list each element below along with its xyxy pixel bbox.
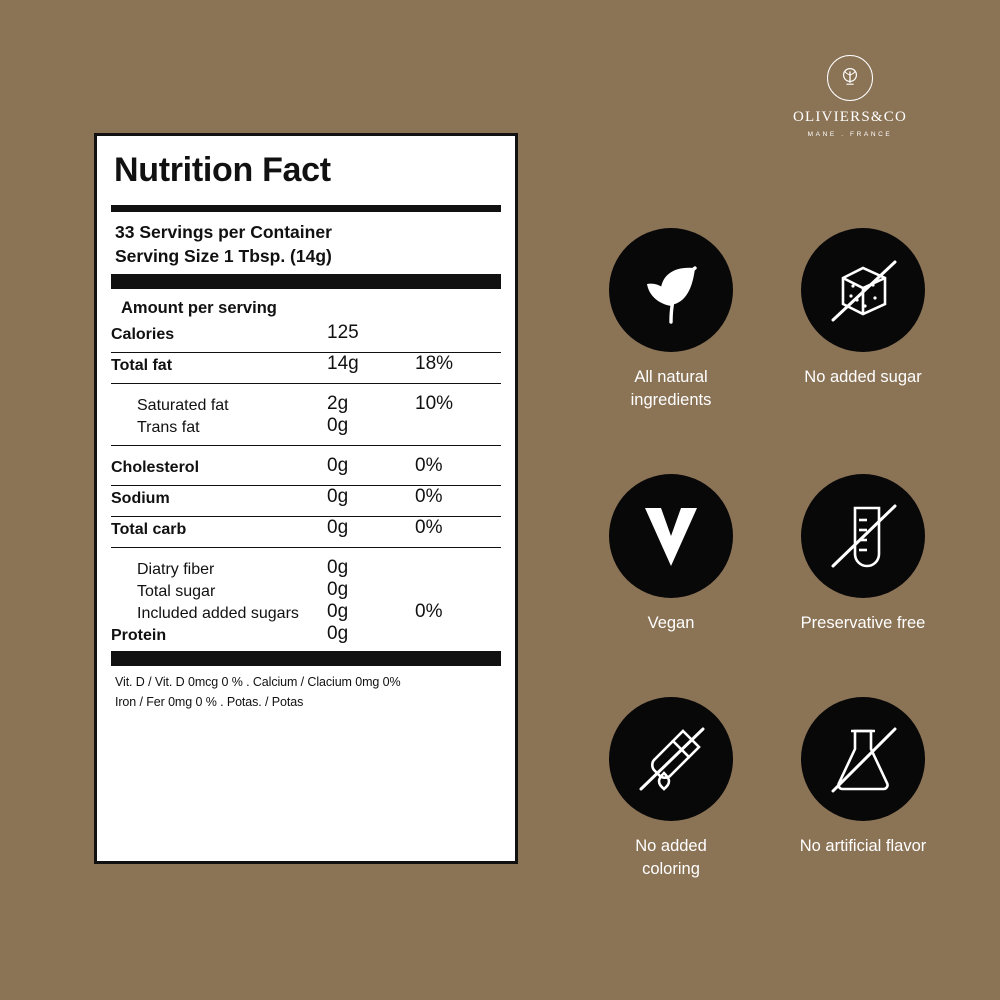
- table-row: [111, 415, 501, 437]
- badge-all-natural-ingredients: [575, 228, 767, 412]
- leaf-icon: [609, 228, 733, 352]
- nutrient-dv: 0%: [415, 486, 443, 508]
- nutrient-label: Trans fat: [137, 419, 200, 437]
- nutrient-dv: [415, 557, 501, 579]
- table-row: [111, 517, 501, 540]
- nutrient-label: Saturated fat: [137, 397, 229, 415]
- nutrition-table: [111, 322, 501, 645]
- nutrient-amount: 125: [327, 322, 359, 344]
- serving-size: Serving Size 1 Tbsp. (14g): [115, 246, 332, 267]
- nutrient-amount: 0g: [327, 601, 349, 623]
- row-spacer: [575, 635, 965, 697]
- nutrient-dv: [415, 415, 501, 437]
- nutrient-dv: 0%: [415, 517, 443, 539]
- nutrient-dv: 10%: [415, 393, 454, 415]
- nutrient-label: Protein: [111, 627, 167, 645]
- table-row: [111, 579, 501, 601]
- brand-logo: [785, 55, 915, 138]
- nutrient-amount: 0g: [327, 415, 349, 437]
- row-spacer: [575, 412, 965, 474]
- olive-tree-icon: [827, 55, 873, 101]
- nutrient-label: Calories: [111, 326, 175, 344]
- nutrient-amount: 0g: [327, 486, 349, 508]
- footnote-line-1: Vit. D / Vit. D 0mcg 0 % . Calcium / Clacium 0mg 0%: [115, 675, 401, 690]
- badge-label: No artificial flavor: [799, 837, 927, 856]
- nutrient-amount: 0g: [327, 623, 349, 645]
- no-flask-icon: [801, 697, 925, 821]
- badge-label: Preservative free: [800, 614, 926, 633]
- brand-tagline: MANE . FRANCE: [807, 131, 893, 138]
- nutrient-label: Included added sugars: [137, 605, 299, 623]
- nutrient-label: Diatry fiber: [137, 561, 215, 579]
- badge-row-3: [575, 697, 965, 881]
- nutrient-dv: [415, 322, 501, 344]
- nutrient-amount: 0g: [327, 517, 349, 539]
- footnote-line-2: Iron / Fer 0mg 0 % . Potas. / Potas: [115, 694, 304, 709]
- badge-no-added-sugar: [767, 228, 959, 412]
- nutrient-label: Sodium: [111, 490, 170, 508]
- nutrient-label: Total sugar: [137, 583, 216, 601]
- brand-name: OLIVIERS&CO: [792, 109, 908, 125]
- table-row: [111, 486, 501, 509]
- no-dropper-icon: [609, 697, 733, 821]
- nutrient-amount: 14g: [327, 353, 359, 375]
- table-row: [111, 322, 501, 344]
- servings-info: [111, 220, 501, 268]
- table-row: [111, 455, 501, 477]
- no-test-tube-icon: [801, 474, 925, 598]
- nutrition-facts-panel: [94, 133, 518, 864]
- badge-vegan: [575, 474, 767, 635]
- nutrient-dv: 18%: [415, 353, 454, 375]
- badge-no-added-coloring: [575, 697, 767, 881]
- table-row: [111, 601, 501, 623]
- table-row: [111, 393, 501, 415]
- nutrient-amount: 0g: [327, 579, 349, 601]
- claims-badge-grid: [575, 228, 965, 881]
- badge-label: No added coloring: [635, 837, 707, 879]
- vegan-v-icon: [609, 474, 733, 598]
- nutrient-label: Cholesterol: [111, 459, 200, 477]
- table-row: [111, 557, 501, 579]
- nutrient-dv: 0%: [415, 455, 443, 477]
- nutrient-dv: [415, 623, 501, 645]
- badge-no-artificial-flavor: [767, 697, 959, 881]
- badge-label: No added sugar: [804, 368, 922, 386]
- nutrient-amount: 2g: [327, 393, 349, 415]
- nutrient-dv: [415, 579, 501, 601]
- badge-label: Vegan: [647, 614, 695, 633]
- table-row: [111, 623, 501, 645]
- amount-per-serving-heading: Amount per serving: [121, 299, 277, 318]
- table-row: [111, 353, 501, 376]
- badge-label: All natural ingredients: [630, 368, 712, 410]
- page-title: Nutrition Fact: [114, 151, 331, 189]
- nutrient-amount: 0g: [327, 557, 349, 579]
- divider-bar-bottom: [111, 651, 501, 666]
- micronutrient-footnote: [111, 673, 501, 712]
- nutrient-label: Total carb: [111, 521, 187, 539]
- nutrient-amount: 0g: [327, 455, 349, 477]
- divider-bar: [111, 274, 501, 289]
- nutrient-dv: 0%: [415, 601, 443, 623]
- no-sugar-cube-icon: [801, 228, 925, 352]
- badge-row-1: [575, 228, 965, 412]
- badge-preservative-free: [767, 474, 959, 635]
- servings-per-container: 33 Servings per Container: [115, 222, 332, 242]
- badge-row-2: [575, 474, 965, 635]
- nutrient-label: Total fat: [111, 357, 173, 375]
- divider-thick: [111, 205, 501, 212]
